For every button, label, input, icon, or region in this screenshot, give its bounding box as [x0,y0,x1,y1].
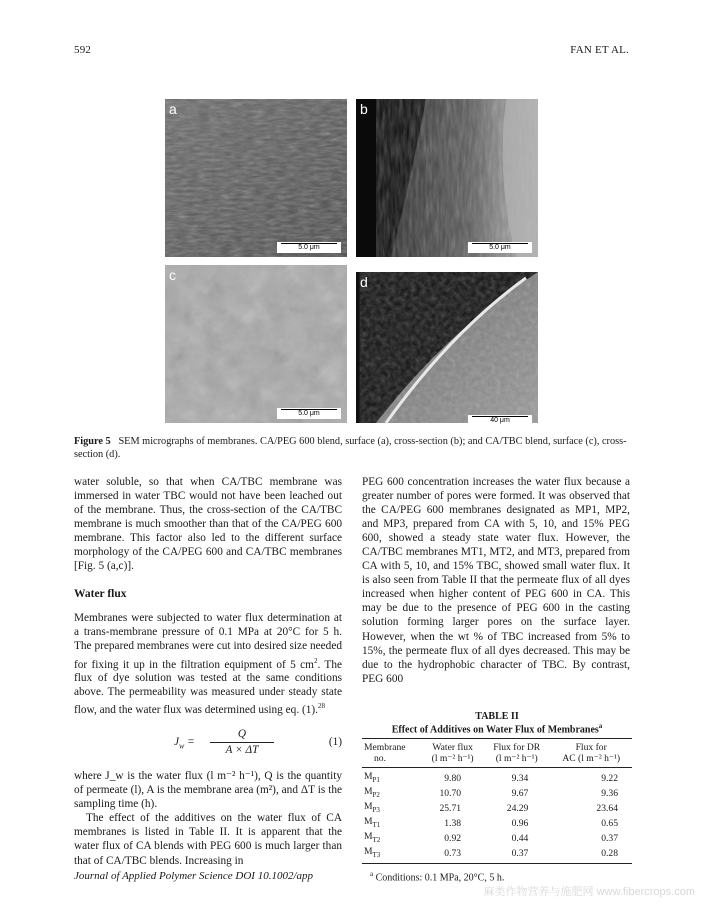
scale-bar-c: 5.0 μm [277,408,341,419]
dr-flux-cell: 0.44 [511,832,529,844]
figure-caption [74,436,634,461]
paragraph: water soluble, so that when CA/TBC membrane was immersed in water TBC would not have been leached out of the membrane. Thus, the cross-section of the CA/TBC membrane is much smoother than that of the CA/PEG 600 membrane. This factor also led to the different surface morphology of the CA/PEG 600 and CA/TBC membranes [Fig. 5 (a,c)]. [74,476,342,573]
dr-flux-cell: 24.29 [506,803,529,815]
water-flux-cell: 9.80 [444,773,462,785]
sem-panel-c [165,265,347,423]
panel-label-b: b [360,101,368,117]
paragraph: where J_w is the water flux (l m⁻² h⁻¹), Q is the quantity of permeate (l), A is the membrane area (m²), and ΔT is the sampling time (h). [74,770,342,811]
ac-flux-cell: 23.64 [596,803,618,815]
membrane-cell: $M_{T3}$ [364,845,381,859]
table-number: TABLE II [475,711,519,722]
ac-flux-cell: 9.22 [601,773,618,785]
table-row [362,801,632,816]
page-number: 592 [74,44,92,56]
membrane-cell: $M_{P1}$ [364,771,380,785]
table-row [362,831,632,846]
dr-flux-cell: 9.34 [511,773,529,785]
ac-flux-cell: 0.65 [601,818,618,829]
paragraph: The effect of the additives on the water flux of CA membranes is listed in Table II. It is apparent that the water flux of CA blends with PEG 600 is much larger than that of CA/TBC blends. Increasing in [74,812,342,867]
table-header-row: Membrane no. Water flux (l m⁻² h⁻¹) Flux for DR (l m⁻² h⁻¹) Flux for AC (l m⁻² h⁻¹) [362,739,632,768]
ac-flux-cell: 9.36 [601,788,618,800]
water-flux-cell: 10.70 [439,788,462,800]
ac-flux-cell: 0.28 [601,847,618,859]
ac-flux-cell: 0.37 [601,832,618,844]
equation: $J_w$ = Q A × ΔT (1) [174,728,342,757]
panel-label-a: a [169,101,177,117]
sem-panel-a [165,99,347,257]
running-head: FAN ET AL. [570,44,629,56]
water-flux-cell: 1.38 [444,818,462,829]
caption-text: SEM micrographs of membranes. CA/PEG 600 blend, surface (a), cross-section (b); and CA/TBC blend, surface (c), cross-section (d). [74,436,627,460]
scale-bar-d: 40 μm [468,415,532,426]
caption-label: Figure 5 [74,436,111,447]
water-flux-cell: 0.92 [444,832,462,844]
table-row [362,846,632,861]
panel-label-c: c [169,267,176,283]
membrane-cell: $M_{P2}$ [364,786,380,800]
water-flux-cell: 0.73 [444,847,462,859]
membrane-cell: $M_{T1}$ [364,816,381,829]
scale-bar-b: 5.0 μm [468,242,532,253]
left-column [74,475,342,868]
scale-bar-a: 5.0 μm [277,242,341,253]
sem-panel-d [356,272,538,430]
paragraph: Membranes were subjected to water flux determination at a trans-membrane pressure of 0.1 MPa at 20°C for 5 h. The prepared membranes were cut into desired size needed for fixing it up in the filtration equipment of 5 $cm^2$. The flux of dye solution was tested at the same conditions above. The permeability was measured under steady state flow, and the water flux was determined using eq. (1).$^{28}$ [74,612,342,717]
membrane-cell: $M_{T2}$ [364,830,381,844]
panel-label-d: d [360,274,368,290]
table-footnote: $^a$ Conditions: 0.1 MPa, 20°C, 5 h. [362,863,632,883]
table-row [362,786,632,801]
journal-footer: Journal of Applied Polymer Science DOI 10.1002/app [74,870,313,882]
water-flux-cell: 25.71 [439,803,462,815]
dr-flux-cell: 0.37 [511,847,529,859]
sem-panel-b [356,99,538,257]
watermark: 麻类作物营养与施肥网 www.fibercrops.com [483,886,695,898]
membrane-cell: $M_{P3}$ [364,801,380,815]
section-heading: Water flux [74,588,127,601]
table-ii [362,711,632,883]
table-row [362,768,632,786]
right-column [362,475,630,686]
dr-flux-cell: 0.96 [511,818,529,829]
table-title: Effect of Additives on Water Flux of Membranes$^a$ [391,722,603,736]
table-row [362,816,632,831]
paragraph: PEG 600 concentration increases the water flux because a greater number of pores were formed. It was observed that the CA/PEG 600 membranes designated as MP1, MP2, and MP3, prepared from CA with 5, 10, and 15% PEG 600, showed a steady state water flux. However, the CA/TBC membranes MT1, MT2, and MT3, prepared from CA with 5, 10, and 15% TBC, showed small water flux. It is also seen from Table II that the permeate flux of all dyes increased when higher content of PEG 600 in CA. This may be due to the presence of PEG 600 in the casting solution forming larger pores on the surface layer. However, when the wt % of TBC increased from 5% to 15%, the permeate flux of all dyes decreased. This may be due to the hydrophobic character of TBC. By contrast, PEG 600 [362,476,630,685]
dr-flux-cell: 9.67 [511,788,529,800]
